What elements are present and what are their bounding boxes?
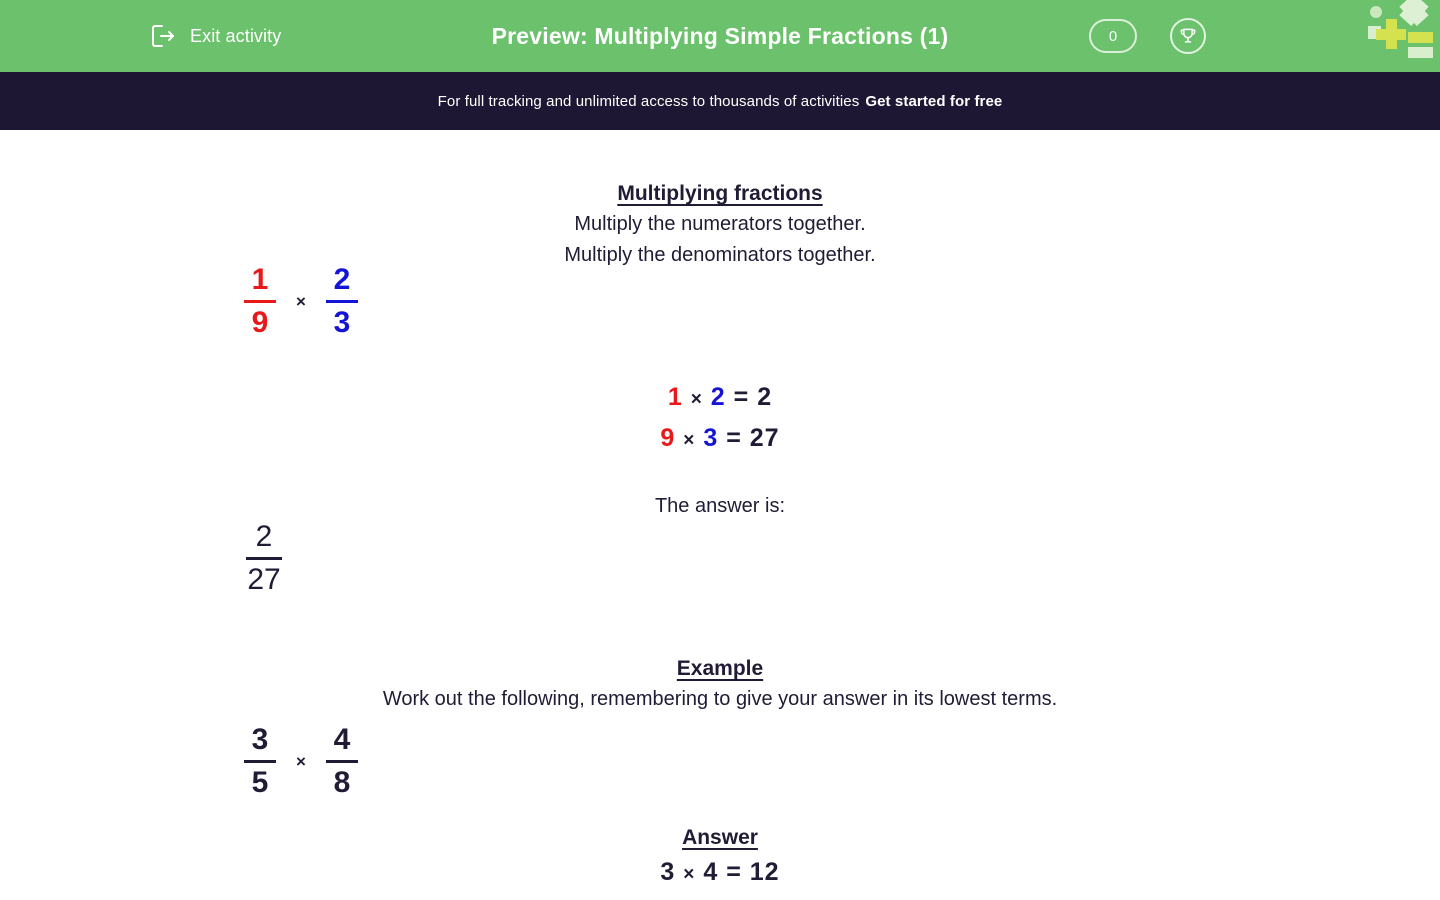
answer-fraction-numerator: 2 (255, 520, 273, 553)
worked-fraction-a (244, 265, 276, 338)
worked-example-expression (244, 265, 358, 338)
get-started-link[interactable]: Get started for free (865, 92, 1003, 110)
deco-bar-icon (1408, 32, 1433, 43)
points-value: 0 (1108, 27, 1118, 45)
exit-activity-label: Exit activity (190, 25, 282, 46)
deco-bar-light-icon (1408, 47, 1433, 58)
example-answer-heading: Answer (682, 826, 758, 849)
promo-text: For full tracking and unlimited access to thousands of activities (437, 92, 860, 110)
app-header (0, 0, 1440, 72)
worked-multiply-operator: × (296, 291, 306, 311)
promo-banner (0, 72, 1440, 130)
numerator-calc-result: 2 (757, 383, 773, 411)
example-answer-result: 12 (749, 858, 780, 886)
example-answer-right: 4 (703, 858, 719, 886)
exit-door-arrow-icon (148, 21, 178, 51)
example-answer-left: 3 (660, 858, 676, 886)
lesson-rule-2: Multiply the denominators together. (564, 244, 876, 266)
trophy-button[interactable] (1170, 18, 1206, 54)
denominator-calc-left: 9 (660, 424, 676, 452)
answer-fraction (246, 522, 282, 595)
example-fraction-b-denominator: 8 (333, 766, 351, 799)
answer-label: The answer is: (654, 495, 786, 517)
deco-circle-icon (1370, 6, 1382, 18)
lesson-heading-block (0, 182, 1440, 206)
example-fraction-a (244, 725, 276, 798)
denominator-calculation (0, 424, 1440, 453)
exit-activity-button[interactable] (148, 0, 281, 72)
deco-square-icon (1368, 26, 1381, 39)
lesson-heading: Multiplying fractions (617, 182, 823, 205)
worked-fraction-a-numerator: 1 (251, 263, 269, 296)
example-multiply-operator: × (296, 751, 306, 771)
example-answer-operator: × (683, 864, 696, 885)
example-fraction-a-denominator: 5 (251, 766, 269, 799)
example-question-expression (244, 725, 358, 798)
worked-fraction-b (326, 265, 358, 338)
worked-fraction-b-denominator: 3 (333, 306, 351, 339)
denominator-calc-operator: × (683, 430, 696, 451)
numerator-calc-operator: × (690, 389, 703, 410)
deco-plus-icon (1376, 19, 1406, 49)
decorative-shapes (1360, 0, 1440, 72)
lesson-rule-1: Multiply the numerators together. (574, 213, 866, 235)
example-answer-equals: = (726, 858, 742, 886)
example-heading: Example (676, 657, 764, 680)
page-title: Preview: Multiplying Simple Fractions (1) (491, 23, 949, 49)
denominator-calc-result: 27 (749, 424, 780, 452)
example-fraction-b (326, 725, 358, 798)
example-fraction-b-numerator: 4 (333, 723, 351, 756)
trophy-icon (1178, 26, 1198, 46)
answer-fraction-denominator: 27 (247, 563, 281, 596)
example-fraction-a-numerator: 3 (251, 723, 269, 756)
example-instruction: Work out the following, remembering to give your answer in its lowest terms. (382, 688, 1058, 710)
numerator-calc-right: 2 (710, 383, 726, 411)
numerator-calc-equals: = (733, 383, 750, 411)
numerator-calculation (0, 383, 1440, 412)
activity-content (0, 130, 1440, 900)
worked-fraction-a-denominator: 9 (251, 306, 269, 339)
example-answer-calculation (0, 858, 1440, 887)
deco-cross-icon (1396, 0, 1432, 22)
numerator-calc-left: 1 (667, 383, 683, 411)
worked-fraction-b-numerator: 2 (333, 263, 351, 296)
denominator-calc-equals: = (726, 424, 742, 452)
denominator-calc-right: 3 (703, 424, 719, 452)
points-badge[interactable] (1089, 19, 1137, 53)
